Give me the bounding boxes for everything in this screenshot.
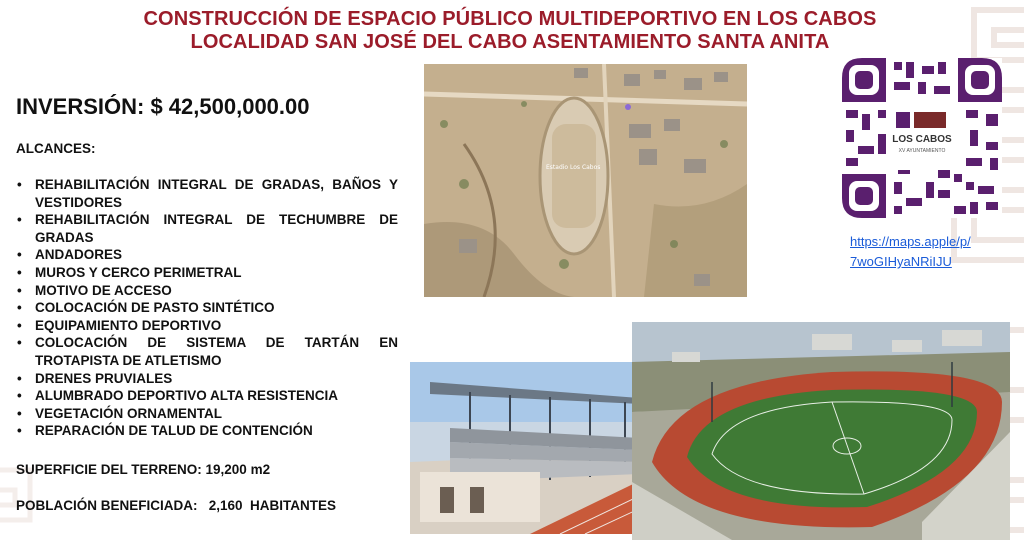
beneficiary-population: POBLACIÓN BENEFICIADA: 2,160 HABITANTES xyxy=(16,498,337,513)
list-item: • EQUIPAMIENTO DEPORTIVO xyxy=(16,317,398,335)
list-item: • MOTIVO DE ACCESO xyxy=(16,282,398,300)
qr-code xyxy=(842,58,1002,218)
list-item: • REHABILITACIÓN INTEGRAL DE GRADAS, BAÑOS Y VESTIDORES xyxy=(16,176,398,211)
list-item: • VEGETACIÓN ORNAMENTAL xyxy=(16,405,398,423)
scope-list xyxy=(16,176,398,440)
grandstand-render xyxy=(410,362,658,534)
list-item: • REPARACIÓN DE TALUD DE CONTENCIÓN xyxy=(16,422,398,440)
maps-link[interactable] xyxy=(850,232,971,272)
list-item: • ALUMBRADO DEPORTIVO ALTA RESISTENCIA xyxy=(16,387,398,405)
list-item: • DRENES PRUVIALES xyxy=(16,370,398,388)
land-area: SUPERFICIE DEL TERRENO: 19,200 m2 xyxy=(16,462,271,477)
title-line-1: CONSTRUCCIÓN DE ESPACIO PÚBLICO MULTIDEPORTIVO EN LOS CABOS xyxy=(143,8,877,30)
investment-amount: INVERSIÓN: $ 42,500,000.00 xyxy=(16,94,310,119)
map-label: Estadio Los Cabos xyxy=(546,164,601,171)
list-item: • COLOCACIÓN DE PASTO SINTÉTICO xyxy=(16,299,398,317)
title-line-2: LOCALIDAD SAN JOSÉ DEL CABO ASENTAMIENTO SANTA ANITA xyxy=(190,31,830,53)
maps-link-line-1: https://maps.apple/p/ xyxy=(850,234,971,249)
page-title xyxy=(110,8,910,54)
qr-logo-text: LOS CABOS xyxy=(892,134,952,145)
stadium-render xyxy=(632,322,1010,540)
scope-heading: ALCANCES: xyxy=(16,141,96,156)
maps-link-line-2: 7woGIHyaNRiIJU xyxy=(850,254,952,269)
aerial-satellite-image xyxy=(424,64,747,297)
list-item: • MUROS Y CERCO PERIMETRAL xyxy=(16,264,398,282)
list-item: • ANDADORES xyxy=(16,246,398,264)
qr-logo-subtext: XV AYUNTAMIENTO xyxy=(898,148,946,154)
list-item: • REHABILITACIÓN INTEGRAL DE TECHUMBRE DE GRADAS xyxy=(16,211,398,246)
list-item: • COLOCACIÓN DE SISTEMA DE TARTÁN EN TROTAPISTA DE ATLETISMO xyxy=(16,334,398,369)
